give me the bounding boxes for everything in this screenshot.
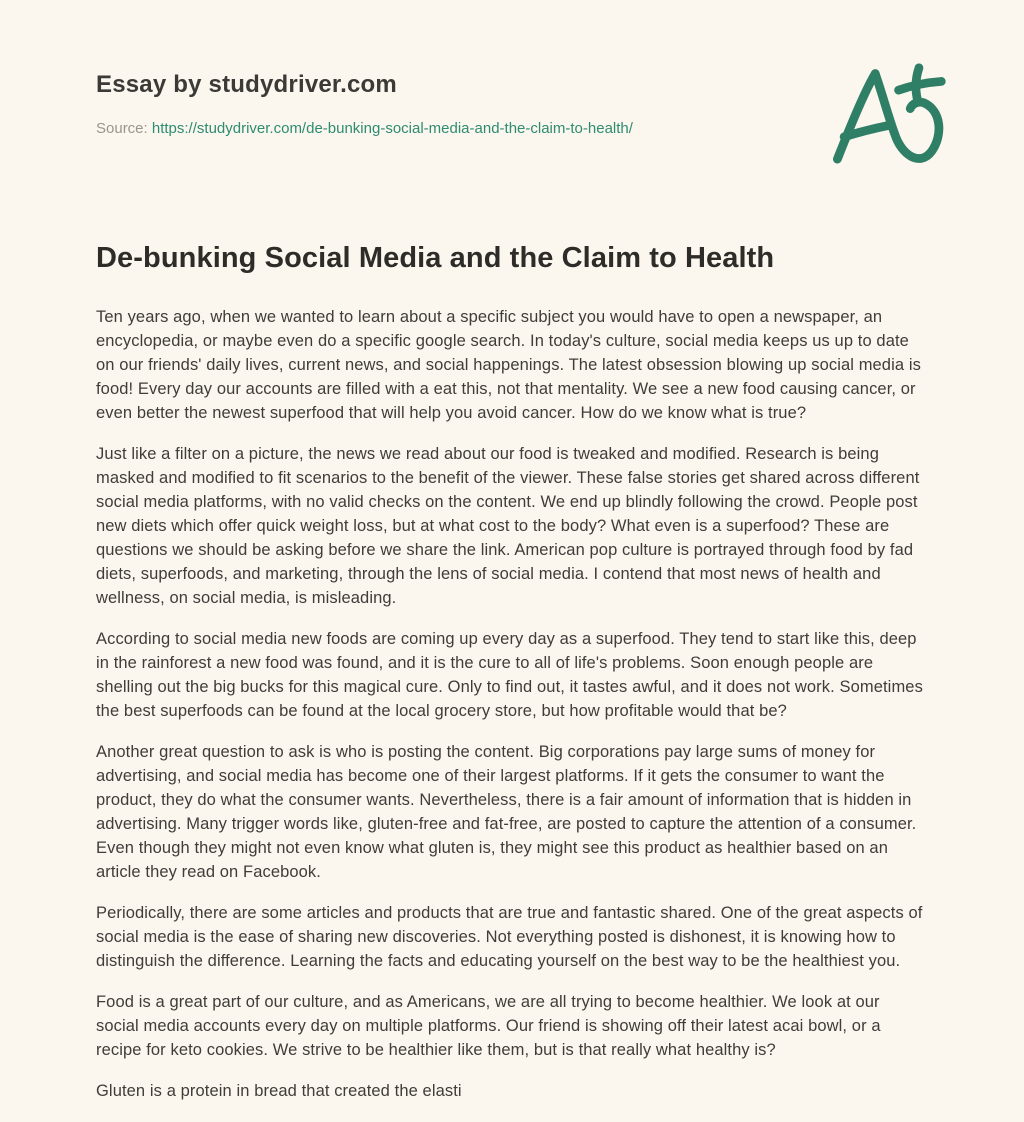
- essay-paragraph: Periodically, there are some articles and products that are true and fantastic shared. One of the great aspects of social media is the ease of sharing new discoveries. Not everything posted is dishonest, it is knowing how to distinguish the difference. Learning the facts and educating yourself on the best way to be the healthiest you.: [96, 904, 923, 970]
- essay-paragraph: Another great question to ask is who is posting the content. Big corporations pay large sums of money for advertising, and social media has become one of their largest platforms. If it gets the consumer to want the product, they do what the consumer wants. Nevertheless, there is a fair amount of information that is hidden in advertising. Many trigger words like, gluten-free and fat-free, are posted to capture the attention of a consumer. Even though they might not even know what gluten is, they might see this product as healthier based on an article they read on Facebook.: [96, 743, 917, 881]
- essay-paragraph: Food is a great part of our culture, and as Americans, we are all trying to become healthier. We look at our social media accounts every day on multiple platforms. Our friend is showing off their latest acai bowl, or a recipe for keto cookies. We strive to be healthier like them, but is that really what healthy is?: [96, 993, 881, 1059]
- essay-paragraph: According to social media new foods are coming up every day as a superfood. They tend to start like this, deep in the rainforest a new food was found, and it is the cure to all of life's problems. Soon enough people are shelling out the big bucks for this magical cure. Only to find out, it tastes awful, and it does not work. Sometimes the best superfoods can be found at the local grocery store, but how profitable would that be?: [96, 630, 923, 720]
- source-link[interactable]: https://studydriver.com/de-bunking-social-media-and-the-claim-to-health/: [151, 120, 633, 137]
- a-plus-icon: [820, 62, 948, 164]
- essay-paragraph: Just like a filter on a picture, the news we read about our food is tweaked and modified. Research is being masked and modified to fit scenarios to the benefit of the viewer. These false stories get shared across different social media platforms, with no valid checks on the content. We end up blindly following the crowd. People post new diets which offer quick weight loss, but at what cost to the body? What even is a superfood? These are questions we should be asking before we share the link. American pop culture is portrayed through food by fad diets, superfoods, and marketing, through the lens of social media. I contend that most news of health and wellness, on social media, is misleading.: [96, 445, 920, 607]
- essay-title: De-bunking Social Media and the Claim to Health: [96, 242, 775, 274]
- studydriver-logo: [820, 62, 948, 164]
- essay-body: [96, 305, 924, 1103]
- essay-paragraph: Gluten is a protein in bread that created the elasti: [96, 1082, 462, 1100]
- page-header-title: Essay by studydriver.com: [96, 71, 397, 98]
- source-row: [96, 119, 924, 139]
- essay-paragraph: Ten years ago, when we wanted to learn about a specific subject you would have to open a newspaper, an encyclopedia, or maybe even do a specific google search. In today's culture, social media keeps us up to date on our friends' daily lives, current news, and social happenings. The latest obsession blowing up social media is food! Every day our accounts are filled with a eat this, not that mentality. We see a new food causing cancer, or even better the newest superfood that will help you avoid cancer. How do we know what is true?: [96, 308, 921, 422]
- source-label: Source:: [96, 120, 148, 137]
